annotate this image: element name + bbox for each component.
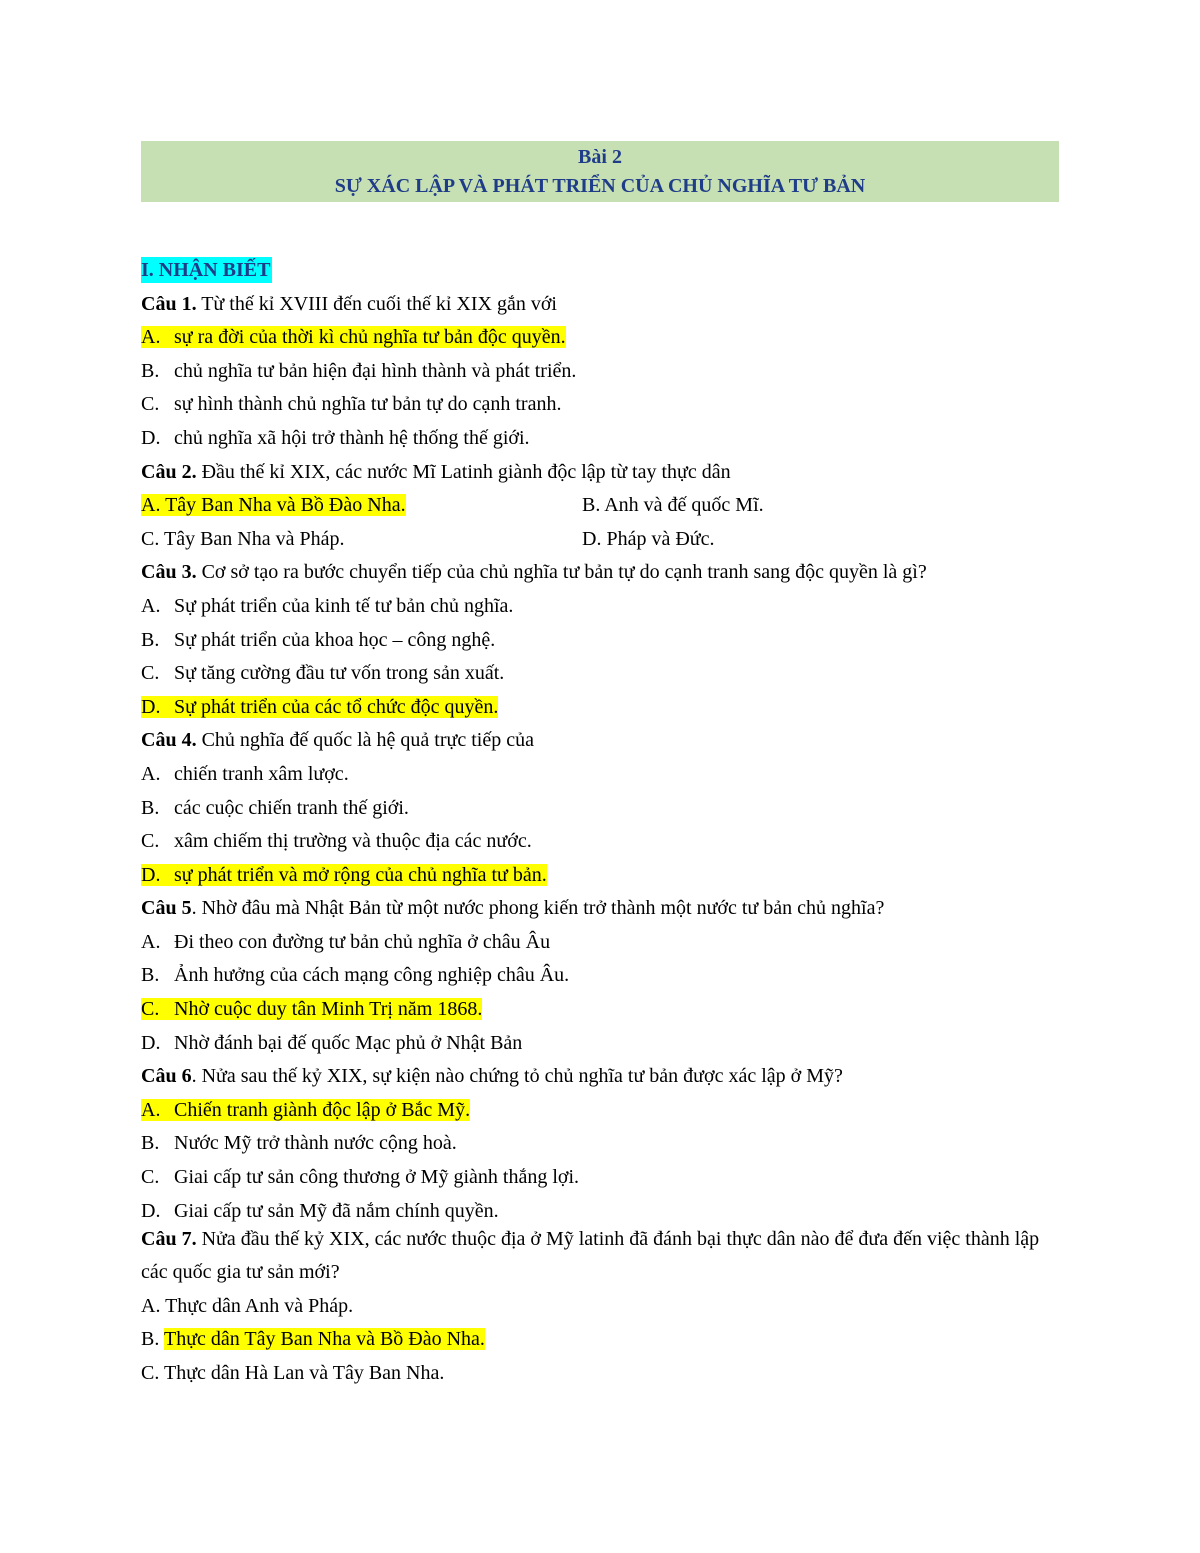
correct-answer-highlight: Thực dân Tây Ban Nha và Bồ Đào Nha. — [163, 1328, 485, 1351]
question-text: Đầu thế kỉ XIX, các nước Mĩ Latinh giành độc lập từ tay thực dân — [196, 460, 731, 483]
option-text: Giai cấp tư sản công thương ở Mỹ giành thắng lợi. — [174, 1166, 580, 1189]
question-text: . Nửa sau thế kỷ XIX, sự kiện nào chứng tỏ chủ nghĩa tư bản được xác lập ở Mỹ? — [191, 1065, 843, 1088]
answer-option — [141, 624, 1059, 658]
answer-option — [141, 590, 1059, 624]
option-letter: D. — [141, 1199, 161, 1222]
option-text: C. Tây Ban Nha và Pháp. — [141, 527, 345, 550]
option-letter: A. — [141, 762, 161, 785]
option-letter: A. — [141, 594, 161, 617]
answer-row — [141, 489, 1059, 523]
lesson-title: SỰ XÁC LẬP VÀ PHÁT TRIỂN CỦA CHỦ NGHĨA TƯ BẢN — [334, 175, 866, 197]
option-text: Ảnh hưởng của cách mạng công nghiệp châu Âu. — [174, 964, 570, 987]
lesson-title-box — [141, 141, 1059, 202]
option-text: D. Pháp và Đức. — [582, 527, 715, 550]
option-text: sự ra đời của thời kì chủ nghĩa tư bản độc quyền. — [174, 326, 566, 349]
correct-answer-highlight — [141, 864, 547, 886]
question-number: Câu 2. — [141, 460, 197, 483]
answer-option — [141, 1323, 1059, 1357]
option-text: Sự phát triển của các tổ chức độc quyền. — [174, 695, 499, 718]
question-text: Cơ sở tạo ra bước chuyển tiếp của chủ nghĩa tư bản tự do cạnh tranh sang độc quyền là gì? — [196, 561, 927, 584]
answer-option — [141, 1357, 1059, 1391]
option-letter: D. — [141, 695, 161, 718]
option-text: Sự tăng cường đầu tư vốn trong sản xuất. — [174, 662, 505, 685]
option-text: các cuộc chiến tranh thế giới. — [174, 796, 409, 819]
option-text: Nước Mỹ trở thành nước cộng hoà. — [174, 1132, 457, 1155]
option-text: Sự phát triển của khoa học – công nghệ. — [174, 628, 496, 651]
option-letter: A. — [141, 930, 161, 953]
option-text: Thực dân Hà Lan và Tây Ban Nha. — [163, 1362, 445, 1384]
answer-option — [141, 1195, 1059, 1223]
question-3 — [141, 556, 1059, 590]
answer-option — [141, 1290, 1059, 1324]
answer-option — [141, 422, 1059, 456]
correct-answer-highlight — [141, 998, 482, 1020]
option-text: xâm chiếm thị trường và thuộc địa các nước. — [174, 830, 532, 853]
answer-option — [141, 657, 1059, 691]
option-text: sự hình thành chủ nghĩa tư bản tự do cạnh tranh. — [174, 393, 562, 416]
option-letter: B. — [141, 359, 160, 382]
option-text: Đi theo con đường tư bản chủ nghĩa ở châu Âu — [174, 930, 551, 953]
option-text: Nhờ đánh bại đế quốc Mạc phủ ở Nhật Bản — [174, 1031, 523, 1054]
correct-answer-highlight: A. Tây Ban Nha và Bồ Đào Nha. — [141, 494, 406, 517]
option-letter: C. — [141, 1362, 160, 1384]
question-number: Câu 5 — [141, 897, 192, 920]
option-letter: C. — [141, 830, 160, 853]
correct-answer-highlight — [141, 326, 566, 348]
question-2 — [141, 456, 1059, 490]
answer-option — [141, 959, 1059, 993]
question-text: . Nhờ đâu mà Nhật Bản từ một nước phong kiến trở thành một nước tư bản chủ nghĩa? — [191, 897, 885, 920]
section-heading: I. NHẬN BIẾT — [141, 259, 271, 281]
option-letter: B. — [141, 628, 160, 651]
answer-option — [141, 1094, 1059, 1128]
option-text: Nhờ cuộc duy tân Minh Trị năm 1868. — [174, 998, 483, 1021]
correct-answer-highlight — [141, 1099, 470, 1121]
question-number: Câu 7. — [141, 1227, 197, 1250]
option-text: Thực dân Anh và Pháp. — [165, 1294, 354, 1317]
option-letter: B. — [141, 1328, 160, 1351]
option-letter: B. — [141, 1132, 160, 1155]
question-7 — [141, 1223, 1059, 1290]
answer-option — [141, 1127, 1059, 1161]
answer-col-left — [141, 489, 582, 523]
option-text: chiến tranh xâm lược. — [174, 762, 349, 785]
option-letter: A. — [141, 1294, 161, 1317]
question-1 — [141, 288, 1059, 322]
option-text: Giai cấp tư sản Mỹ đã nắm chính quyền. — [174, 1199, 499, 1222]
option-letter: A. — [141, 1098, 161, 1121]
option-text: chủ nghĩa tư bản hiện đại hình thành và phát triển. — [174, 359, 577, 382]
option-letter: D. — [141, 426, 161, 449]
answer-option — [141, 388, 1059, 422]
question-4 — [141, 724, 1059, 758]
question-list — [141, 254, 1059, 1391]
option-letter: C. — [141, 393, 160, 416]
question-text: Nửa đầu thế kỷ XIX, các nước thuộc địa ở Mỹ latinh đã đánh bại thực dân nào để đưa đến việc thành lập các quốc gia tư sản mới? — [141, 1227, 1040, 1284]
answer-option — [141, 993, 1059, 1027]
option-text: sự phát triển và mở rộng của chủ nghĩa tư bản. — [174, 863, 547, 886]
answer-col-right — [582, 489, 1023, 523]
correct-answer-highlight — [141, 696, 498, 718]
answer-option — [141, 859, 1059, 893]
option-text: chủ nghĩa xã hội trở thành hệ thống thế giới. — [174, 426, 530, 449]
option-text: B. Anh và đế quốc Mĩ. — [582, 494, 764, 517]
question-number: Câu 3. — [141, 561, 197, 584]
question-number: Câu 4. — [141, 729, 197, 752]
answer-option — [141, 825, 1059, 859]
lesson-number: Bài 2 — [578, 146, 622, 168]
option-letter: C. — [141, 1166, 160, 1189]
answer-option — [141, 792, 1059, 826]
question-text: Từ thế kỉ XVIII đến cuối thế kỉ XIX gắn với — [196, 292, 557, 315]
answer-option — [141, 758, 1059, 792]
answer-option — [141, 1161, 1059, 1195]
answer-option — [141, 321, 1059, 355]
answer-col-left — [141, 523, 582, 557]
question-number: Câu 6 — [141, 1065, 192, 1088]
answer-col-right — [582, 523, 1023, 557]
option-letter: B. — [141, 796, 160, 819]
option-letter: D. — [141, 863, 161, 886]
question-number: Câu 1. — [141, 292, 197, 315]
answer-option — [141, 355, 1059, 389]
answer-option — [141, 691, 1059, 725]
answer-option — [141, 1027, 1059, 1061]
option-letter: D. — [141, 1031, 161, 1054]
question-5 — [141, 892, 1059, 926]
section-heading-line — [141, 254, 1059, 288]
answer-option — [141, 926, 1059, 960]
question-6 — [141, 1060, 1059, 1094]
option-letter: C. — [141, 998, 160, 1021]
option-letter: B. — [141, 964, 160, 987]
question-text: Chủ nghĩa đế quốc là hệ quả trực tiếp của — [196, 729, 534, 752]
option-letter: A. — [141, 326, 161, 349]
option-text: Chiến tranh giành độc lập ở Bắc Mỹ. — [174, 1098, 471, 1121]
option-letter: C. — [141, 662, 160, 685]
document-page — [141, 141, 1059, 1391]
option-text: Sự phát triển của kinh tế tư bản chủ nghĩa. — [174, 594, 514, 617]
answer-row — [141, 523, 1059, 557]
